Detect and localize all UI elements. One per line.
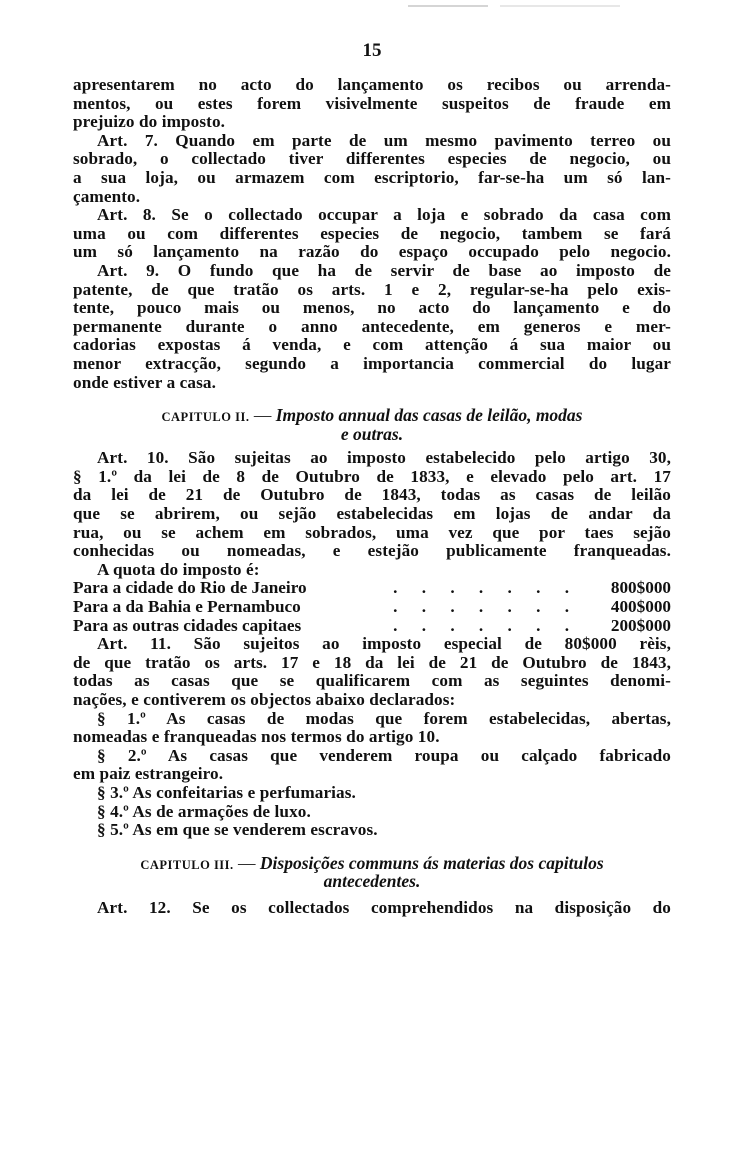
text-line: uma ou com differentes especies de negocio, tambem se fará [73, 223, 671, 243]
text-line: que se abrirem, ou sejão estabelecidas em lojas de andar da [73, 504, 671, 524]
text-line: apresentarem no acto do lançamento os recibos ou arrenda- [73, 75, 671, 94]
article-9 [73, 262, 671, 392]
quota-row [73, 598, 671, 617]
paragraph-1-cont: nomeadas e franqueadas nos termos do artigo 10. [73, 727, 440, 747]
paragraph-5: § 5.º As em que se venderem escravos. [97, 820, 378, 840]
article-7 [73, 132, 671, 206]
text-line: conhecidas ou nomeadas, e estejão publicamente franqueadas. [73, 541, 671, 561]
quota-place: Para a cidade do Rio de Janeiro [73, 578, 307, 598]
text-line: todas as casas que se qualificarem com as seguintes denomi- [73, 671, 671, 691]
section-paragraphs [73, 710, 671, 840]
scan-artifact [500, 5, 620, 7]
continuation-paragraph [73, 76, 671, 132]
quota-value: 400$000 [610, 597, 671, 617]
text-line: Art. 9. O fundo que ha de servir de base ao imposto de [97, 260, 671, 280]
text-line: onde estiver a casa. [73, 372, 216, 392]
chapter-label: CAPITULO II. [161, 410, 250, 425]
quota-table [73, 579, 671, 635]
text-line: cadorias expostas á venda, e com attenção á sua maior ou [73, 335, 671, 355]
chapter-dash: — [233, 852, 260, 873]
paragraph-2: § 2.º As casas que venderem roupa ou calçado fabricado [97, 745, 671, 765]
text-line: § 1.º da lei de 8 de Outubro de 1833, e elevado pelo art. 17 [73, 466, 671, 486]
chapter-3-heading [73, 854, 671, 891]
quota-row [73, 579, 671, 598]
page-number: 15 [362, 40, 382, 61]
paragraph-1: § 1.º As casas de modas que forem estabelecidas, abertas, [97, 708, 671, 728]
text-line: prejuizo do imposto. [73, 112, 226, 132]
chapter-dash: — [249, 405, 276, 426]
text-line: sobrado, o collectado tiver differentes especies de negocio, ou [73, 149, 671, 169]
scan-artifact [408, 5, 488, 7]
text-line: da lei de 21 de Outubro de 1843, todas as casas de leilão [73, 485, 671, 505]
chapter-title: Imposto annual das casas de leilão, modas [275, 405, 583, 426]
quota-place: Para as outras cidades capitaes [73, 615, 302, 635]
text-line: Art. 7. Quando em parte de um mesmo pavimento terreo ou [97, 130, 671, 150]
text-line: nações, e contiverem os objectos abaixo declarados: [73, 690, 456, 709]
paragraph-2-cont: em paiz estrangeiro. [73, 764, 224, 784]
text-line: Art. 12. Se os collectados comprehendidos na disposição do [97, 897, 671, 917]
text-line: mentos, ou estes forem visivelmente suspeitos de fraude em [73, 93, 671, 113]
quota-leader: . . . . . . . [393, 616, 579, 635]
text-line: de que tratão os arts. 17 e 18 da lei de 21 de Outubro de 1843, [73, 652, 671, 672]
chapter-title: Disposições communs ás materias dos capitulos [259, 852, 604, 873]
text-line: çamento. [73, 186, 141, 206]
quota-leader: . . . . . . . [393, 579, 579, 598]
text-line: Art. 8. Se o collectado occupar a loja e sobrado da casa com [97, 205, 671, 225]
quota-row [73, 617, 671, 636]
article-11 [73, 635, 671, 709]
text-line: a sua loja, ou armazem com escriptorio, far-se-ha um só lan- [73, 167, 671, 187]
article-12 [73, 899, 671, 918]
text-line: Art. 11. São sujeitos ao imposto especial de 80$000 rèis, [97, 634, 671, 654]
article-10 [73, 449, 671, 561]
text-line: um só lançamento na razão do espaço occupado pelo negocio. [73, 242, 671, 262]
text-line: Art. 10. São sujeitas ao imposto estabelecido pelo artigo 30, [97, 448, 671, 468]
quota-value: 200$000 [610, 615, 671, 635]
page-body [73, 76, 671, 918]
chapter-label: CAPITULO III. [140, 857, 234, 872]
quota-place: Para a da Bahia e Pernambuco [73, 597, 301, 617]
article-8 [73, 206, 671, 262]
text-line: rua, ou se achem em sobrados, uma vez que por taes sejão [73, 522, 671, 542]
chapter-2-heading [73, 406, 671, 443]
text-line: menor extracção, segundo a importancia commercial do lugar [73, 353, 671, 373]
quota-intro: A quota do imposto é: [97, 559, 260, 579]
paragraph-4: § 4.º As de armações de luxo. [97, 801, 311, 821]
quota-leader: . . . . . . . [393, 598, 579, 617]
quota-value: 800$000 [610, 578, 671, 598]
text-line: patente, de que tratão os arts. 1 e 2, regular-se-ha pelo exis- [73, 279, 671, 299]
chapter-title-cont: antecedentes. [323, 871, 421, 892]
paragraph-3: § 3.º As confeitarias e perfumarias. [97, 782, 356, 802]
text-line: permanente durante o anno antecedente, em generos e mer- [73, 316, 671, 336]
chapter-title-cont: e outras. [340, 423, 404, 444]
text-line: tente, pouco mais ou menos, no acto do lançamento e do [73, 298, 671, 318]
